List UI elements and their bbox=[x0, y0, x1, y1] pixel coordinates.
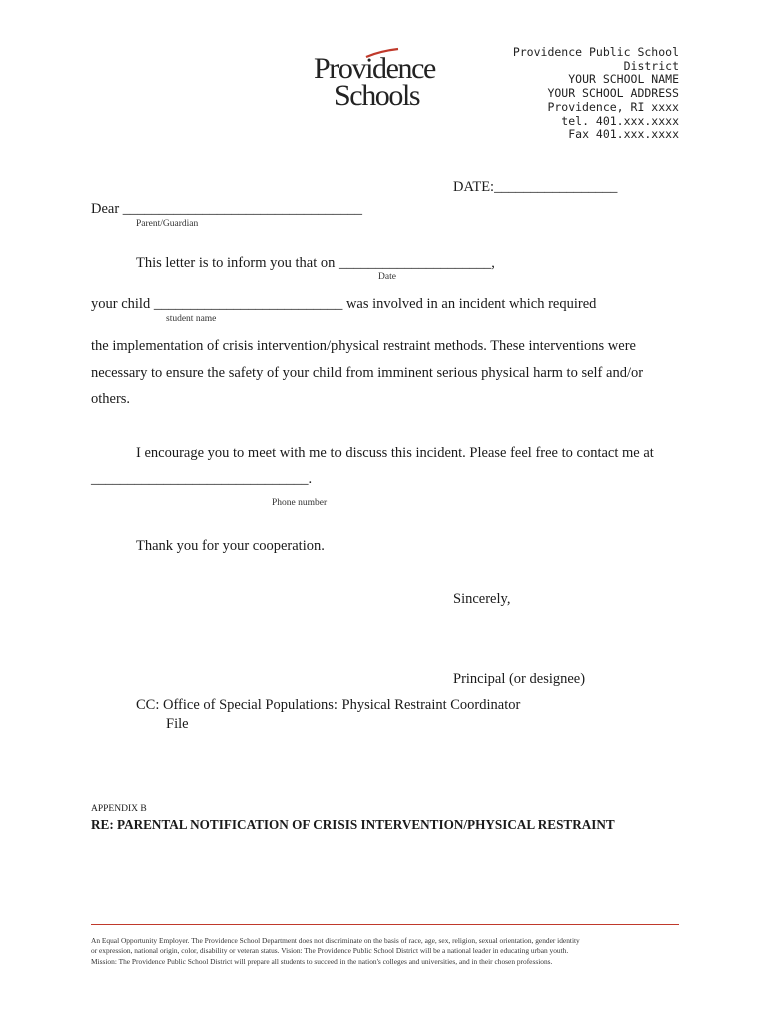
thanks-line: Thank you for your cooperation. bbox=[136, 538, 325, 554]
address-line-3: YOUR SCHOOL NAME bbox=[568, 72, 679, 87]
para3-line2: ______________________________. bbox=[91, 471, 313, 487]
school-address-block bbox=[513, 46, 679, 142]
footer-line-2: or expression, national origin, color, disability or veteran status. Vision: The Providence Public School District will be a national leader in educating urban youth. bbox=[91, 946, 569, 956]
appendix-label: APPENDIX B bbox=[91, 804, 147, 814]
re-line: RE: PARENTAL NOTIFICATION OF CRISIS INTERVENTION/PHYSICAL RESTRAINT bbox=[91, 817, 615, 832]
address-line-7: Fax 401.xxx.xxxx bbox=[568, 127, 679, 142]
address-line-4: YOUR SCHOOL ADDRESS bbox=[547, 86, 679, 101]
salutation-caption: Parent/Guardian bbox=[136, 219, 199, 229]
para1-caption: Date bbox=[378, 272, 396, 282]
footer-rule bbox=[91, 924, 679, 925]
para2-line3: necessary to ensure the safety of your child from imminent serious physical harm to self and/or bbox=[91, 365, 644, 381]
address-line-6: tel. 401.xxx.xxxx bbox=[561, 113, 679, 128]
para2-line1: your child __________________________ was involved in an incident which required bbox=[91, 296, 597, 312]
sincerely-line: Sincerely, bbox=[453, 591, 511, 607]
para2-caption: student name bbox=[166, 314, 217, 324]
providence-schools-logo bbox=[312, 47, 457, 111]
logo-graphic bbox=[312, 47, 457, 111]
address-line-5: Providence, RI xxxx bbox=[547, 99, 679, 114]
logo-line2: Schools bbox=[334, 79, 420, 111]
footer-line-3: Mission: The Providence Public School District will prepare all students to succeed in the nation's colleges and universities, and in their chosen professions. bbox=[91, 956, 553, 966]
para2-line2: the implementation of crisis intervention/physical restraint methods. These interventions were bbox=[91, 338, 636, 354]
logo-line1: Providence bbox=[314, 52, 435, 85]
salutation: Dear _________________________________ bbox=[91, 201, 363, 217]
cc-line-2: File bbox=[166, 716, 189, 732]
para2-line4: others. bbox=[91, 391, 131, 407]
para3-line1: I encourage you to meet with me to discuss this incident. Please feel free to contact me at bbox=[136, 445, 654, 461]
cc-line-1: CC: Office of Special Populations: Physical Restraint Coordinator bbox=[136, 697, 521, 713]
signature-line: Principal (or designee) bbox=[453, 671, 586, 687]
footer-line-1: An Equal Opportunity Employer. The Providence School Department does not discriminate on the basis of race, age, sex, religion, sexual orientation, gender identity bbox=[91, 936, 580, 945]
address-line-2: District bbox=[623, 58, 679, 73]
address-line-1: Providence Public School bbox=[512, 45, 679, 59]
footer-text bbox=[91, 936, 691, 967]
para1-line1: This letter is to inform you that on _____________________, bbox=[136, 255, 495, 271]
date-line: DATE:_________________ bbox=[453, 179, 618, 195]
para3-caption: Phone number bbox=[272, 498, 328, 508]
